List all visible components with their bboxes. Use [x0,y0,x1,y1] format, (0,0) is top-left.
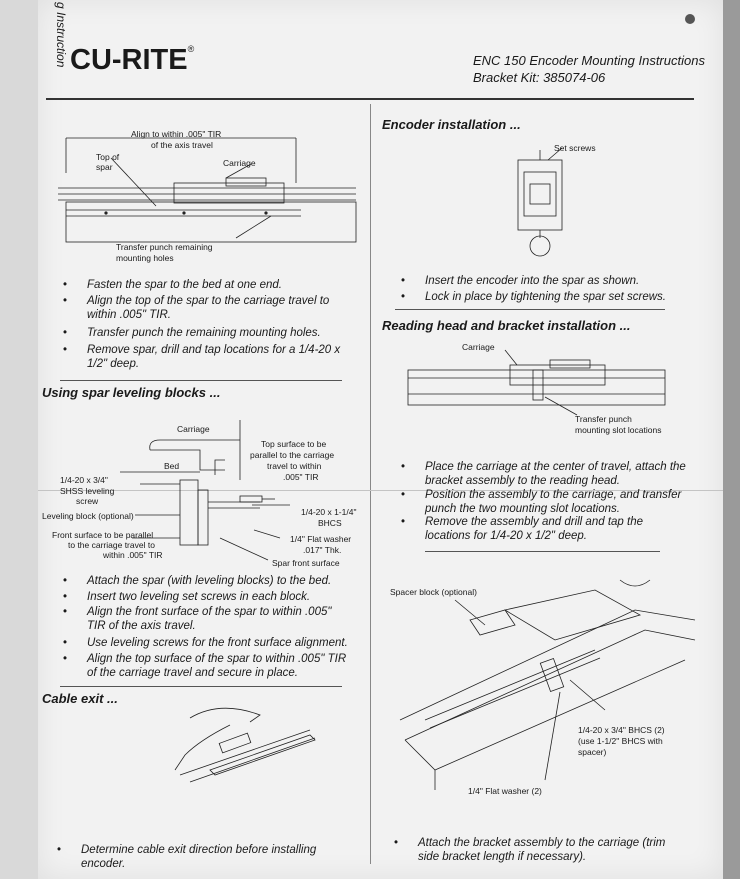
list-item: • Fasten the spar to the bed at one end. [63,279,283,291]
cable-exit-diagram [170,700,320,790]
encoder-section-title: Encoder installation ... [382,117,521,132]
fig4-top-label: Top surface to be [261,439,327,449]
fig4-washer-label-2: .017" Thk. [303,545,342,555]
fig4-block-label: Leveling block (optional) [42,511,134,521]
fig6-bhcs-label-2: (use 1-1/2" BHCS with [578,736,663,746]
background-left [0,0,40,879]
side-tab-label: g Instruction [54,2,68,68]
fig3-transfer-label: Transfer punch [575,414,632,424]
fig1-top-label-2: spar [96,162,113,172]
brand-logo [70,44,194,77]
fig4-spar-front-label: Spar front surface [272,558,340,568]
fig1-transfer-label-2: mounting holes [116,253,174,263]
fig3-transfer-label-2: mounting slot locations [575,425,662,435]
registered-mark: ® [187,44,195,54]
list-item: • Use leveling screws for the front surface alignment. [63,637,348,649]
fig4-front-label-2: to the carriage travel to [68,540,155,550]
document-title [473,52,705,86]
fig4-screw-label: 1/4-20 x 3/4" [60,475,108,485]
list-item: • Attach the spar (with leveling blocks) to the bed. [63,575,332,587]
fig4-front-label: Front surface to be parallel [52,530,154,540]
fig6-bhcs-label-3: spacer) [578,747,607,757]
punch-hole [685,14,695,24]
list-item: • Place the carriage at the center of travel, attach the bracket assembly to the reading head. [401,461,686,487]
cable-section-title: Cable exit ... [42,691,118,706]
fig4-top-label-3: travel to within [267,461,322,471]
fig4-top-label-2: parallel to the carriage [250,450,335,460]
fig1-transfer-label: Transfer punch remaining [116,242,213,252]
list-item: • Align the top surface of the spar to within .005" TIR of the carriage travel and secure in place. [63,653,347,679]
leveling-section-title: Using spar leveling blocks ... [42,385,221,400]
header-rule [46,98,694,100]
side-tab [54,0,70,80]
fig4-top-label-4: .005" TIR [283,472,319,482]
bracket-kit-line: Bracket Kit: 385074-06 [473,70,606,85]
section-rule [425,551,660,552]
brand-name: CU-RITE [70,44,188,76]
fig4-screw-label-2: SHSS leveling [60,486,115,496]
reading-head-section-title: Reading head and bracket installation ... [382,318,631,333]
document-title-line: ENC 150 Encoder Mounting Instructions [473,53,705,68]
list-item: • Position the assembly to the carriage, and transfer punch the two mounting slot locations. [401,489,682,515]
fig4-screw-label-3: screw [76,496,99,506]
list-item: • Lock in place by tightening the spar set screws. [401,291,666,303]
fig4-bed-label: Bed [164,461,180,471]
fig6-bhcs-label: 1/4-20 x 3/4" BHCS (2) [578,725,665,735]
background-right [723,0,740,879]
fig3-carriage-label: Carriage [462,342,495,352]
list-item: • Insert the encoder into the spar as shown. [401,275,640,287]
list-item: • Insert two leveling set screws in each block. [63,591,311,603]
section-rule [60,686,342,687]
fig1-align-label-2: of the axis travel [151,140,213,150]
fig4-front-label-3: within .005" TIR [103,550,163,560]
list-item: • Align the top of the spar to the carriage travel to within .005" TIR. [63,295,330,321]
list-item: • Determine cable exit direction before installing encoder. [57,844,317,870]
list-item: • Align the front surface of the spar to within .005" TIR of the axis travel. [63,606,332,632]
fig4-bhcs-label: 1/4-20 x 1-1/4" [301,507,357,517]
fig6-washer-label: 1/4" Flat washer (2) [468,786,542,796]
section-rule [60,380,342,381]
set-screws-label: Set screws [554,143,596,153]
column-divider [370,104,371,864]
fig6-spacer-label: Spacer block (optional) [390,587,477,597]
list-item: • Attach the bracket assembly to the carriage (trim side bracket length if necessary). [394,837,666,863]
fig1-top-label: Top of [96,152,120,162]
fig1-carriage-label: Carriage [223,158,256,168]
list-item: • Transfer punch the remaining mounting holes. [63,327,321,339]
fig1-align-label: Align to within .005" TIR [131,129,222,139]
bracket-assembly-diagram [395,580,695,800]
fig4-carriage-label: Carriage [177,424,210,434]
list-item: • Remove spar, drill and tap locations for a 1/4-20 x 1/2" deep. [63,344,341,370]
list-item: • Remove the assembly and drill and tap the locations for 1/4-20 x 1/2" deep. [401,516,643,542]
section-rule [395,309,665,310]
encoder-insertion-diagram [510,150,570,260]
fig4-bhcs-label-2: BHCS [318,518,342,528]
fig4-washer-label: 1/4" Flat washer [290,534,352,544]
